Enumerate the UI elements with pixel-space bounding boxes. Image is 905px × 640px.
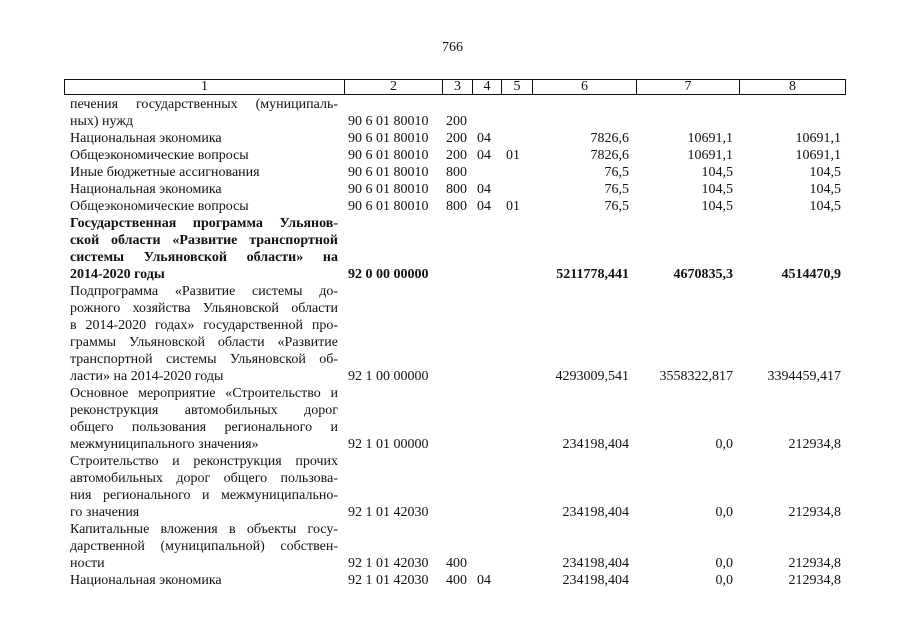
row-name-line: Строительство и реконструкция прочих (70, 454, 338, 469)
row-expense-type: 800 (446, 165, 467, 180)
row-value-col7: 10691,1 (687, 148, 733, 163)
column-header-1: 1 (65, 80, 345, 95)
row-section: 04 (477, 199, 491, 214)
row-value-col8: 104,5 (809, 199, 841, 214)
row-name-line: го значения (70, 505, 140, 520)
row-code: 90 6 01 80010 (348, 165, 429, 180)
row-value-col8: 104,5 (809, 165, 841, 180)
row-name-line: Подпрограмма «Развитие системы до- (70, 284, 338, 299)
row-value-col6: 5211778,441 (556, 267, 629, 282)
row-code: 92 1 01 42030 (348, 573, 429, 588)
column-header-row (65, 80, 846, 95)
row-name (70, 130, 338, 147)
row-value-col6: 234198,404 (562, 437, 629, 452)
row-value-col7: 104,5 (701, 182, 733, 197)
row-section: 04 (477, 573, 491, 588)
row-name-line: ской области «Развитие транспортной (70, 233, 338, 248)
column-header-8: 8 (740, 80, 846, 95)
row-name-line: общего пользования регионального и (70, 420, 338, 435)
table-row (0, 453, 905, 521)
row-code: 90 6 01 80010 (348, 182, 429, 197)
row-value-col6: 7826,6 (590, 148, 629, 163)
row-name-line: Национальная экономика (70, 131, 222, 146)
budget-table-body (0, 96, 905, 589)
row-name (70, 215, 338, 283)
row-name (70, 198, 338, 215)
row-value-col8: 10691,1 (795, 131, 841, 146)
row-expense-type: 800 (446, 199, 467, 214)
row-section: 04 (477, 182, 491, 197)
row-value-col8: 212934,8 (788, 556, 841, 571)
table-row (0, 96, 905, 130)
row-code: 92 1 01 42030 (348, 505, 429, 520)
table-row (0, 215, 905, 283)
row-subsection: 01 (506, 148, 520, 163)
row-name-line: транспортной системы Ульяновской об- (70, 352, 338, 367)
row-value-col6: 7826,6 (590, 131, 629, 146)
row-value-col7: 104,5 (701, 165, 733, 180)
column-header-4: 4 (473, 80, 502, 95)
row-code: 90 6 01 80010 (348, 131, 429, 146)
row-name-line: Общеэкономические вопросы (70, 148, 249, 163)
row-name-line: ных) нужд (70, 114, 134, 129)
table-row (0, 283, 905, 385)
row-value-col7: 0,0 (715, 573, 733, 588)
row-expense-type: 200 (446, 114, 467, 129)
row-expense-type: 200 (446, 131, 467, 146)
row-name-line: ласти» на 2014-2020 годы (70, 369, 224, 384)
row-value-col8: 10691,1 (795, 148, 841, 163)
row-name (70, 147, 338, 164)
row-code: 92 1 00 00000 (348, 369, 429, 384)
row-value-col8: 212934,8 (788, 573, 841, 588)
table-row (0, 147, 905, 164)
row-name-line: системы Ульяновской области» на (70, 250, 338, 265)
row-name (70, 96, 338, 130)
row-value-col8: 3394459,417 (767, 369, 841, 384)
row-value-col6: 234198,404 (562, 505, 629, 520)
row-name-line: 2014-2020 годы (70, 267, 165, 282)
row-name-line: Общеэкономические вопросы (70, 199, 249, 214)
row-expense-type: 400 (446, 556, 467, 571)
row-name-line: Основное мероприятие «Строительство и (70, 386, 338, 401)
row-section: 04 (477, 131, 491, 146)
column-header-5: 5 (502, 80, 533, 95)
table-row (0, 385, 905, 453)
row-expense-type: 200 (446, 148, 467, 163)
row-code: 92 1 01 00000 (348, 437, 429, 452)
row-name (70, 572, 338, 589)
row-value-col6: 4293009,541 (555, 369, 629, 384)
row-value-col6: 234198,404 (562, 556, 629, 571)
column-header-6: 6 (533, 80, 637, 95)
row-name-line: в 2014-2020 годах» государственной про- (70, 318, 338, 333)
row-name-line: печения государственных (муниципаль- (70, 97, 338, 112)
row-name-line: граммы Ульяновской области «Развитие (70, 335, 338, 350)
table-row (0, 164, 905, 181)
row-name-line: реконструкция автомобильных дорог (70, 403, 338, 418)
row-value-col6: 234198,404 (562, 573, 629, 588)
row-name-line: Иные бюджетные ассигнования (70, 165, 260, 180)
row-value-col7: 4670835,3 (673, 267, 733, 282)
row-name (70, 164, 338, 181)
row-value-col7: 3558322,817 (659, 369, 733, 384)
row-code: 90 6 01 80010 (348, 148, 429, 163)
table-row (0, 521, 905, 572)
column-header-3: 3 (443, 80, 473, 95)
table-row (0, 181, 905, 198)
row-value-col6: 76,5 (604, 165, 629, 180)
row-name (70, 453, 338, 521)
row-code: 92 0 00 00000 (348, 267, 429, 282)
row-expense-type: 800 (446, 182, 467, 197)
table-row (0, 572, 905, 589)
column-header-7: 7 (637, 80, 740, 95)
row-code: 90 6 01 80010 (348, 114, 429, 129)
row-name (70, 283, 338, 385)
row-name (70, 385, 338, 453)
row-value-col7: 104,5 (701, 199, 733, 214)
row-value-col8: 104,5 (809, 182, 841, 197)
row-name-line: Государственная программа Ульянов- (70, 216, 338, 231)
row-value-col7: 0,0 (715, 505, 733, 520)
row-name-line: дарственной (муниципальной) собствен- (70, 539, 338, 554)
row-name (70, 521, 338, 572)
row-name-line: автомобильных дорог общего пользова- (70, 471, 338, 486)
row-value-col7: 0,0 (715, 556, 733, 571)
table-row (0, 198, 905, 215)
row-name-line: Капитальные вложения в объекты госу- (70, 522, 338, 537)
row-name-line: Национальная экономика (70, 182, 222, 197)
row-value-col7: 10691,1 (687, 131, 733, 146)
row-value-col6: 76,5 (604, 199, 629, 214)
row-name-line: ния регионального и межмуниципально- (70, 488, 338, 503)
row-value-col6: 76,5 (604, 182, 629, 197)
row-value-col7: 0,0 (715, 437, 733, 452)
row-value-col8: 212934,8 (788, 505, 841, 520)
row-code: 90 6 01 80010 (348, 199, 429, 214)
page-number: 766 (442, 40, 463, 55)
row-name-line: межмуниципального значения» (70, 437, 259, 452)
column-header-2: 2 (345, 80, 443, 95)
row-name-line: Национальная экономика (70, 573, 222, 588)
row-name-line: рожного хозяйства Ульяновской области (70, 301, 338, 316)
row-name-line: ности (70, 556, 105, 571)
row-value-col8: 212934,8 (788, 437, 841, 452)
column-header-table (64, 79, 846, 95)
row-section: 04 (477, 148, 491, 163)
row-code: 92 1 01 42030 (348, 556, 429, 571)
row-value-col8: 4514470,9 (781, 267, 841, 282)
row-name (70, 181, 338, 198)
row-subsection: 01 (506, 199, 520, 214)
table-row (0, 130, 905, 147)
row-expense-type: 400 (446, 573, 467, 588)
